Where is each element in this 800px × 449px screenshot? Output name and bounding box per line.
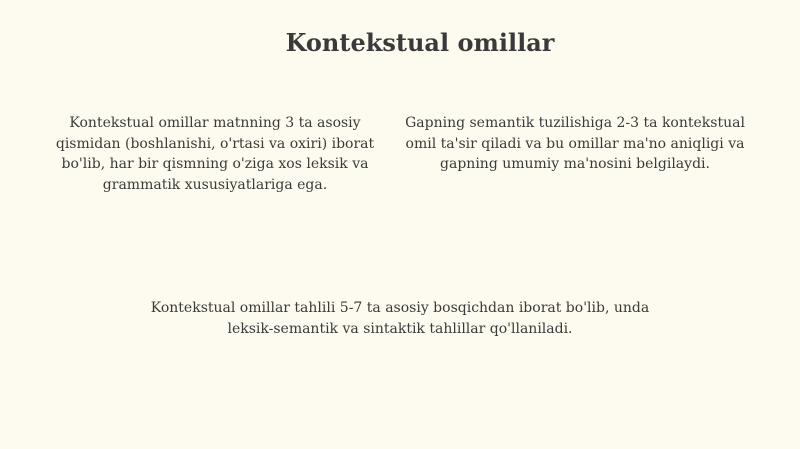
paragraph-right: Gapning semantik tuzilishiga 2-3 ta kontekstual omil ta'sir qiladi va bu omillar ma'no aniqligi va gapning umumiy ma'nosini belgilaydi. xyxy=(405,115,745,172)
paragraph-bottom: Kontekstual omillar tahlili 5-7 ta asosiy bosqichdan iborat bo'lib, unda leksik-semantik va sintaktik tahlillar qo'llaniladi. xyxy=(150,300,650,337)
slide-title: Kontekstual omillar xyxy=(285,28,555,57)
paragraph-left: Kontekstual omillar matnning 3 ta asosiy qismidan (boshlanishi, o'rtasi va oxiri) iborat bo'lib, har bir qismning o'ziga xos leksik va grammatik xususiyatlariga ega. xyxy=(55,115,375,193)
